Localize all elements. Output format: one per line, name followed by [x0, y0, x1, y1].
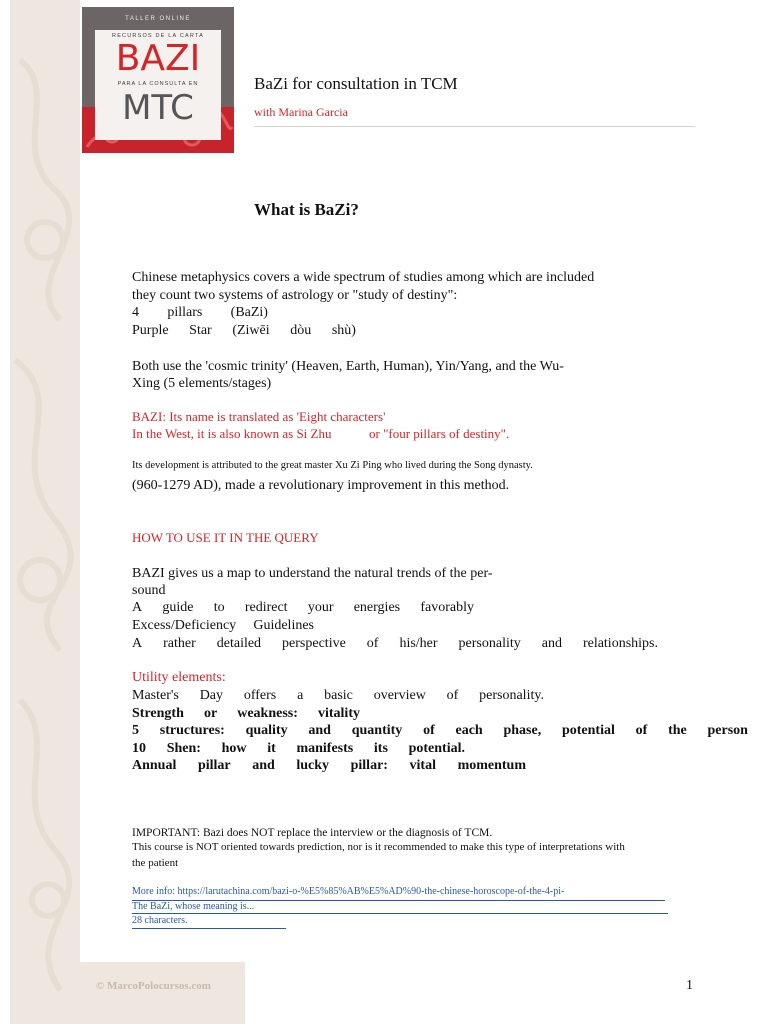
- structures-word: person: [707, 723, 748, 738]
- structures-word: quantity: [351, 723, 403, 738]
- masters-word: of: [446, 688, 459, 703]
- more-info-link-3[interactable]: 28 characters.: [132, 915, 188, 926]
- shen-word: 10: [132, 741, 146, 756]
- more-info-link[interactable]: More info: https://larutachina.com/bazi-o-%E5%85%AB%E5%AD%90-the-chinese-horoscope-of-the-4-pi-: [132, 886, 565, 897]
- guide-word: A: [132, 600, 143, 615]
- shen-line: [132, 740, 465, 758]
- guide-line: [132, 599, 474, 617]
- perspective-word: of: [366, 636, 379, 651]
- masters-day-line: [132, 687, 544, 705]
- strength-word: Strength: [132, 706, 184, 721]
- annual-word: and: [252, 758, 275, 773]
- purple-star-word: (Ziwēi: [232, 323, 270, 338]
- structures-word: of: [635, 723, 648, 738]
- purple-star-line: [132, 322, 356, 340]
- strength-word: or: [203, 706, 218, 721]
- excess-word: Guidelines: [253, 618, 314, 633]
- structures-word: potential: [561, 723, 615, 738]
- annual-pillar-line: [132, 757, 526, 775]
- shen-word: how: [221, 741, 247, 756]
- important-line-2: This course is NOT oriented towards prediction, nor is it recommended to make this type of interpretations with: [132, 841, 625, 853]
- link-underline: [132, 928, 286, 929]
- purple-star-word: Star: [189, 323, 212, 338]
- header-subtitle: with Marina Garcia: [254, 105, 348, 119]
- shen-word: its: [373, 741, 388, 756]
- both-line-2: Xing (5 elements/stages): [132, 376, 272, 391]
- footer-band: [80, 962, 245, 1024]
- query-heading: HOW TO USE IT IN THE QUERY: [132, 530, 319, 545]
- more-info-link-2[interactable]: The BaZi, whose meaning is...: [132, 901, 255, 912]
- annual-word: vital: [409, 758, 436, 773]
- structures-word: 5: [132, 723, 139, 738]
- bazi-definition-line-2a: In the West, it is also known as Si Zhu: [132, 426, 332, 441]
- decorative-side-strip: [0, 0, 80, 1024]
- masters-word: basic: [324, 688, 353, 703]
- annual-word: momentum: [457, 758, 526, 773]
- shen-word: manifests: [296, 741, 354, 756]
- purple-star-word: Purple: [132, 323, 169, 338]
- important-line-3: the patient: [132, 857, 179, 869]
- shen-word: potential.: [408, 741, 465, 756]
- intro-line-2: they count two systems of astrology or "study of destiny":: [132, 288, 458, 303]
- perspective-word: personality: [458, 636, 521, 651]
- perspective-word: rather: [163, 636, 196, 651]
- masters-word: a: [297, 688, 304, 703]
- bazi-definition-line-1: BAZI: Its name is translated as 'Eight characters': [132, 409, 386, 424]
- logo-word-bazi: BAZI: [115, 38, 201, 79]
- masters-word: personality.: [479, 688, 544, 703]
- masters-word: Day: [199, 688, 224, 703]
- strength-line: [132, 705, 360, 723]
- annual-word: pillar: [197, 758, 231, 773]
- perspective-word: and: [541, 636, 562, 651]
- development-small: Its development is attributed to the great master Xu Zi Ping who lived during the Song dynasty.: [132, 460, 533, 471]
- excess-word: Excess/Deficiency: [132, 618, 237, 633]
- query-line-1: BAZI gives us a map to understand the natural trends of the per-: [132, 566, 493, 581]
- development-line: (960-1279 AD), made a revolutionary improvement in this method.: [132, 478, 510, 493]
- both-line-1: Both use the 'cosmic trinity' (Heaven, Earth, Human), Yin/Yang, and the Wu-: [132, 359, 564, 374]
- logo-word-mtc: MTC: [122, 88, 194, 128]
- guide-word: to: [213, 600, 225, 615]
- logo-subtitle-1: RECURSOS DE LA CARTA: [112, 33, 204, 39]
- link-underline: [132, 913, 668, 914]
- shen-word: it: [267, 741, 276, 756]
- header-divider: [254, 126, 695, 127]
- guide-word: your: [307, 600, 334, 615]
- guide-word: guide: [162, 600, 194, 615]
- structures-word: each: [455, 723, 483, 738]
- purple-star-word: dòu: [290, 323, 312, 338]
- pillars-line: [132, 304, 268, 322]
- perspective-word: his/her: [399, 636, 438, 651]
- strength-word: vitality: [317, 706, 360, 721]
- header-title: BaZi for consultation in TCM: [254, 74, 458, 93]
- structures-word: quality: [245, 723, 288, 738]
- structures-word: of: [423, 723, 435, 738]
- structures-word: and: [308, 723, 331, 738]
- guide-word: redirect: [244, 600, 288, 615]
- perspective-line: [132, 635, 658, 653]
- course-logo: [82, 7, 234, 153]
- masters-word: offers: [243, 688, 277, 703]
- perspective-word: A: [132, 636, 143, 651]
- guide-word: energies: [353, 600, 401, 615]
- logo-subtitle-2: PARA LA CONSULTA EN: [117, 81, 199, 87]
- masters-word: Master's: [132, 688, 179, 703]
- annual-word: Annual: [132, 758, 177, 773]
- pillars-word: pillars: [167, 305, 203, 320]
- excess-line: [132, 617, 314, 635]
- masters-word: overview: [373, 688, 426, 703]
- perspective-word: perspective: [282, 636, 346, 651]
- purple-star-word: shù): [331, 323, 356, 338]
- pillars-word: 4: [132, 305, 139, 320]
- structures-line: [132, 722, 748, 740]
- perspective-word: detailed: [216, 636, 262, 651]
- structures-word: phase,: [503, 723, 542, 738]
- page-title: What is BaZi?: [254, 200, 359, 219]
- structures-word: the: [668, 723, 687, 738]
- perspective-word: relationships.: [582, 636, 658, 651]
- annual-word: pillar:: [350, 758, 388, 773]
- page-number: 1: [686, 978, 693, 993]
- utility-heading: Utility elements:: [132, 670, 226, 685]
- pillars-word: (BaZi): [230, 305, 268, 320]
- logo-top-text: TALLER ONLINE: [125, 16, 191, 22]
- structures-word: structures:: [159, 723, 225, 738]
- logo-card: [95, 30, 221, 140]
- guide-word: favorably: [420, 600, 474, 615]
- shen-word: Shen:: [166, 741, 201, 756]
- intro-line-1: Chinese metaphysics covers a wide spectrum of studies among which are included: [132, 270, 595, 285]
- footer-copyright: © MarcoPolocursos.com: [96, 980, 211, 992]
- annual-word: lucky: [296, 758, 330, 773]
- query-line-2: sound: [132, 583, 166, 598]
- floral-pattern-icon: [0, 0, 80, 1024]
- strength-word: weakness:: [237, 706, 298, 721]
- bazi-definition-line-2b: or "four pillars of destiny".: [369, 426, 510, 441]
- important-line-1: IMPORTANT: Bazi does NOT replace the interview or the diagnosis of TCM.: [132, 827, 493, 839]
